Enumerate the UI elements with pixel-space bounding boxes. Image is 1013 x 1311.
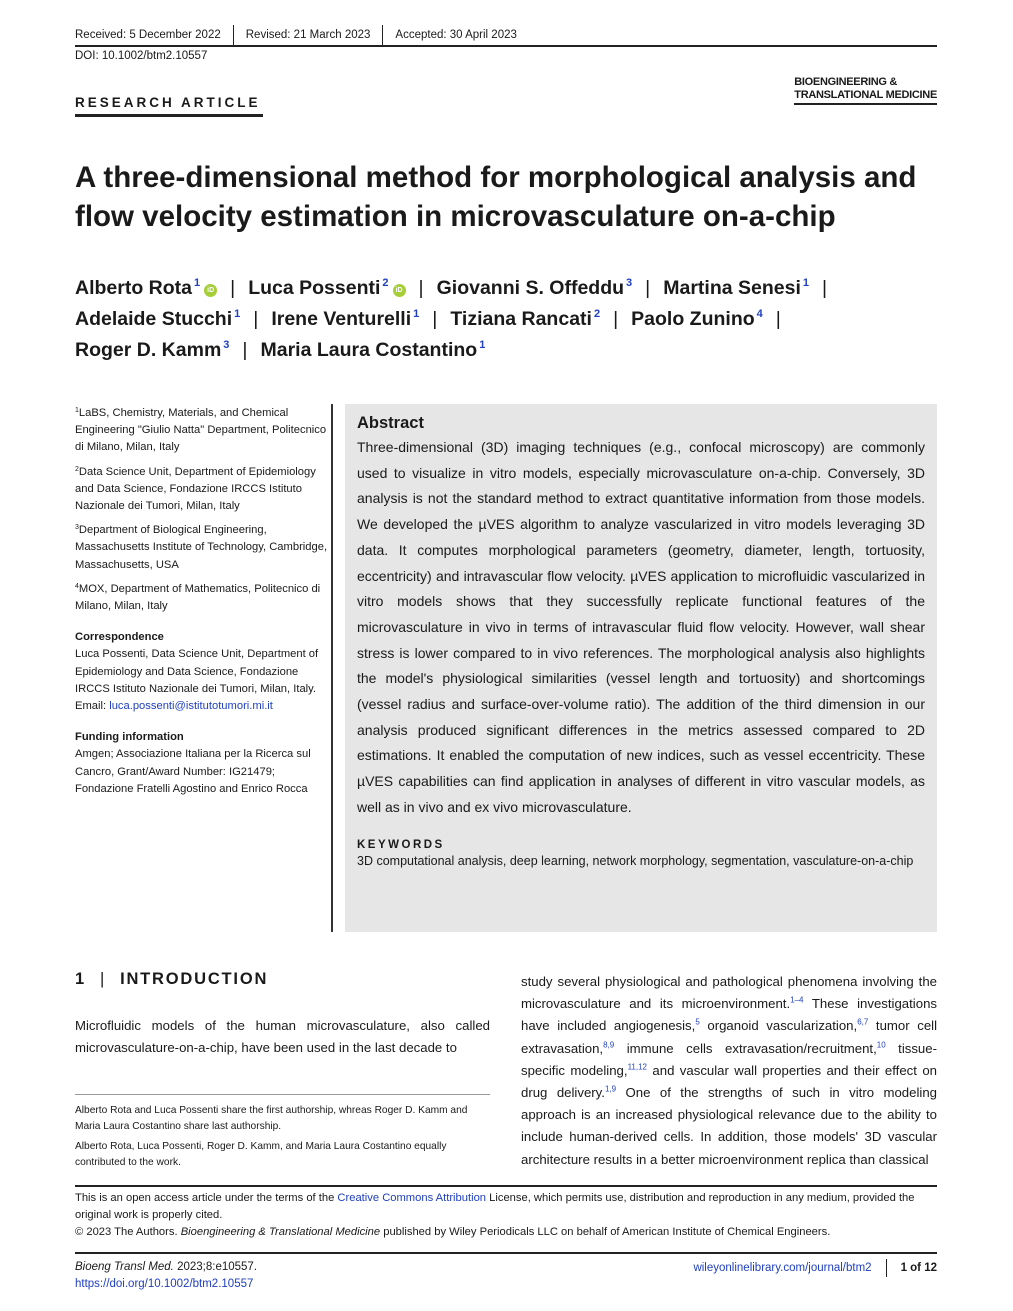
affiliation-text: Department of Biological Engineering, Massachusetts Institute of Technology, Cambridge, Massachusetts, USA	[75, 524, 328, 571]
author-name[interactable]	[663, 277, 809, 299]
citation-ref-link[interactable]: 1–4	[790, 995, 804, 1005]
affiliation-marker[interactable]: 2	[593, 308, 601, 320]
license-rule	[75, 1185, 937, 1187]
footnote-rule	[75, 1094, 490, 1095]
intro-text-run: study several physiological and pathological phenomena involving the microvasculature and its microenvironment.	[521, 974, 937, 1012]
author-separator: |	[242, 339, 248, 361]
affiliation-number: 3	[75, 524, 79, 532]
article-sidebar	[75, 402, 330, 798]
footnotes	[75, 1103, 490, 1175]
intro-text-run: tissue-specific modeling,	[521, 1040, 937, 1078]
author-name-text: Roger D. Kamm	[75, 339, 222, 361]
affiliation-text: LaBS, Chemistry, Materials, and Chemical Engineering "Giulio Natta" Department, Politecnico di Milano, Milan, Italy	[75, 407, 327, 454]
author-name-text: Giovanni S. Offeddu	[436, 277, 625, 299]
correspondence-email-line	[75, 698, 330, 715]
citation-details: 2023;8:e10557.	[173, 1261, 258, 1273]
citation-ref-link[interactable]: 1,9	[604, 1084, 617, 1094]
date-separator	[233, 25, 234, 45]
intro-text-run: tumor cell extravasation,	[521, 1018, 938, 1056]
license-statement	[75, 1190, 937, 1241]
author-name-text: Martina Senesi	[663, 277, 801, 299]
author-list	[75, 273, 945, 366]
author-name-text: Tiziana Rancati	[450, 308, 592, 330]
section-heading-introduction	[75, 970, 268, 989]
journal-logo	[794, 76, 937, 105]
funding-heading: Funding information	[75, 731, 184, 744]
orcid-icon[interactable]: iD	[204, 284, 217, 297]
doi-link[interactable]: https://doi.org/10.1002/btm2.10557	[75, 1278, 254, 1290]
author-name-text: Maria Laura Costantino	[260, 339, 478, 361]
author-separator: |	[253, 308, 259, 330]
title-line-1: A three-dimensional method for morphological analysis and	[75, 161, 917, 194]
affiliation-number: 2	[75, 465, 79, 473]
doi-label: DOI: 10.1002/btm2.10557	[75, 50, 208, 62]
author-name[interactable]	[75, 277, 217, 299]
author-separator: |	[775, 308, 781, 330]
author-name-text: Luca Possenti	[248, 277, 381, 299]
license-pre: This is an open access article under the terms of the	[75, 1192, 338, 1204]
author-name[interactable]	[450, 308, 600, 330]
author-name-text: Adelaide Stucchi	[75, 308, 233, 330]
affiliation-number: 4	[75, 582, 79, 590]
affiliation-marker[interactable]: 2	[382, 277, 389, 289]
author-separator: |	[418, 277, 424, 299]
affiliation-list	[75, 402, 330, 615]
received-date: Received: 5 December 2022	[75, 29, 221, 41]
section-number: 1	[75, 970, 86, 988]
abstract-box	[345, 404, 937, 932]
intro-text-run: One of the strengths of such in vitro modeling approach is an increased physiological relevance due to the ability to include human-derived cells. In addition, those models' 3D vascular architecture results in a better microenvironment replica than classical	[521, 1085, 937, 1167]
footnote-item: Alberto Rota, Luca Possenti, Roger D. Kamm, and Maria Laura Costantino equally contributed to the work.	[75, 1141, 447, 1168]
page-number: 1 of 12	[900, 1262, 937, 1274]
intro-text-run: and vascular wall properties and their effect on drug delivery.	[521, 1062, 937, 1101]
affiliation-marker[interactable]: 3	[223, 339, 230, 351]
affiliation-text: MOX, Department of Mathematics, Politecnico di Milano, Milan, Italy	[75, 582, 321, 613]
author-name[interactable]	[75, 339, 229, 361]
article-type: RESEARCH ARTICLE	[75, 95, 261, 110]
author-separator: |	[432, 308, 438, 330]
journal-logo-line1: BIOENGINEERING &	[794, 76, 898, 88]
affiliation-item	[75, 461, 330, 516]
author-separator: |	[613, 308, 619, 330]
email-label: Email:	[75, 700, 110, 713]
accepted-date: Accepted: 30 April 2023	[395, 29, 517, 41]
author-separator: |	[230, 277, 236, 299]
keywords-heading: KEYWORDS	[357, 838, 445, 851]
journal-url-link[interactable]: wileyonlinelibrary.com/journal/btm2	[693, 1262, 872, 1274]
copyright-pre: © 2023 The Authors.	[75, 1226, 181, 1238]
section-title: INTRODUCTION	[120, 970, 269, 988]
license-text	[75, 1190, 937, 1224]
abstract-text: Three-dimensional (3D) imaging techniques (e.g., confocal microscopy) are commonly used to visualize in vitro models, especially microvasculature on-a-chip. Conversely, 3D analysis is not the standard method to extract quantitative information from those models. We developed the µVES algorithm to analyze vascularized in vitro models leveraging 3D data. It computes morphological parameters (geometry, diameter, length, tortuosity, eccentricity) and intravascular flow velocity. µVES application to microfluidic vascularized in vitro models shows that they successfully replicate functional features of the microvasculature in vivo in terms of intravascular fluid flow velocity. However, wall shear stress is lower compared to in vivo references. The morphological analysis also highlights the model's physiological similarities (vessel length and tortuosity) and shortcomings (vessel radius and surface-over-volume ratio). The addition of the third dimension in our analysis produced significant differences in the metrics assessed compared to 2D estimations. It enabled the computation of new indices, such as vessel eccentricity. These µVES capabilities can find application in analyses of different in vitro vascular models, as well as in vivo and ex vivo microvasculature.	[357, 439, 925, 815]
citation-ref-link[interactable]: 11,12	[627, 1062, 647, 1072]
affiliation-marker[interactable]: 4	[756, 308, 763, 320]
affiliation-text: Data Science Unit, Department of Epidemiology and Data Science, Fondazione IRCCS Istituto Nazionale dei Tumori, Milan, Italy	[75, 465, 316, 513]
author-name[interactable]	[260, 339, 485, 361]
author-name[interactable]	[437, 277, 633, 299]
date-separator	[382, 25, 383, 45]
author-name-text: Alberto Rota	[75, 277, 192, 299]
affiliation-marker[interactable]: 1	[413, 308, 420, 320]
article-type-rule	[75, 114, 263, 117]
affiliation-item	[75, 402, 330, 457]
affiliation-item	[75, 578, 330, 615]
intro-text-run: immune cells extravasation/recruitment,	[614, 1040, 877, 1056]
author-separator: |	[645, 277, 651, 299]
copyright-journal: Bioengineering & Translational Medicine	[180, 1226, 381, 1238]
intro-paragraph-left: Microfluidic models of the human microvasculature, also called microvasculature-on-a-chip, have been used in the last decade to	[75, 1018, 490, 1056]
correspondence-email-link[interactable]: luca.possenti@istitutotumori.mi.it	[109, 700, 273, 713]
citation-journal: Bioeng Transl Med.	[75, 1261, 174, 1273]
author-name[interactable]	[75, 308, 240, 330]
revised-date: Revised: 21 March 2023	[245, 29, 371, 41]
copyright-post: published by Wiley Periodicals LLC on behalf of American Institute of Chemical Engineers.	[380, 1226, 831, 1238]
affiliation-marker[interactable]: 1	[802, 277, 810, 289]
funding-text: Amgen; Associazione Italiana per la Ricerca sul Cancro, Grant/Award Number: IG21479; Fondazione Fratelli Agostino and Enrico Rocca	[75, 748, 311, 795]
author-separator: |	[822, 277, 828, 299]
citation-ref-link[interactable]: 6,7	[857, 1018, 869, 1028]
citation-ref-link[interactable]: 5	[695, 1018, 700, 1028]
citation-ref-link[interactable]: 10	[876, 1040, 886, 1050]
author-name[interactable]	[248, 277, 405, 299]
intro-text-run: organoid vascularization,	[699, 1018, 858, 1034]
footer-rule	[75, 1252, 937, 1254]
citation-ref-link[interactable]: 8,9	[603, 1040, 615, 1050]
author-name-text: Paolo Zunino	[631, 308, 755, 330]
author-name[interactable]	[271, 308, 419, 330]
affiliation-marker[interactable]: 1	[234, 308, 241, 320]
abstract-heading: Abstract	[357, 414, 424, 432]
affiliation-marker[interactable]: 1	[479, 339, 486, 351]
title-line-2: flow velocity estimation in microvasculature on-a-chip	[75, 200, 836, 233]
section-separator: |	[99, 970, 107, 988]
author-name[interactable]	[631, 308, 763, 330]
article-title	[75, 158, 935, 236]
footer-right	[693, 1259, 937, 1277]
intro-paragraph-right	[521, 971, 937, 1171]
affiliation-number: 1	[75, 407, 79, 414]
affiliation-item	[75, 519, 330, 574]
license-post: License, which permits use, distribution and reproduction in any medium, provided the original work is properly cited.	[75, 1192, 915, 1221]
cc-license-link[interactable]: Creative Commons Attribution	[337, 1192, 487, 1204]
orcid-icon[interactable]: iD	[393, 284, 406, 297]
sidebar-divider	[331, 404, 333, 932]
header-rule	[75, 45, 937, 47]
footnote-item: Alberto Rota and Luca Possenti share the first authorship, whreas Roger D. Kamm and Maria Laura Costantino share last authorship.	[75, 1105, 468, 1132]
correspondence-text: Luca Possenti, Data Science Unit, Department of Epidemiology and Data Science, Fondazione IRCCS Istituto Nazionale dei Tumori, Milan, Italy.	[75, 648, 319, 695]
intro-text-run: These investigations have included angiogenesis,	[521, 996, 937, 1034]
keywords-text: 3D computational analysis, deep learning, network morphology, segmentation, vasculature-on-a-chip	[357, 853, 914, 868]
affiliation-marker[interactable]: 3	[626, 277, 633, 289]
article-dates	[75, 25, 937, 45]
author-name-text: Irene Venturelli	[271, 308, 412, 330]
copyright-text	[75, 1224, 937, 1241]
footer-separator	[886, 1259, 887, 1277]
correspondence-heading: Correspondence	[75, 631, 164, 644]
affiliation-marker[interactable]: 1	[194, 277, 201, 289]
footer-citation	[75, 1259, 257, 1293]
journal-logo-line2: TRANSLATIONAL MEDICINE	[794, 89, 937, 105]
